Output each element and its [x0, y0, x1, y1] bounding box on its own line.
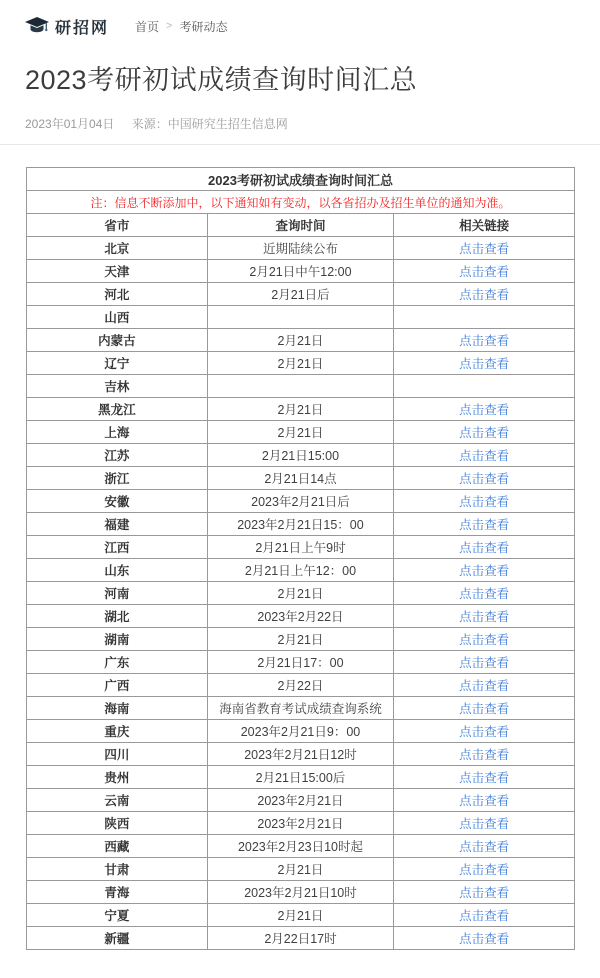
province-cell: 广西	[27, 674, 208, 697]
table-row	[27, 835, 575, 858]
link-cell	[394, 444, 575, 467]
table-row	[27, 283, 575, 306]
time-cell: 2023年2月21日12时	[207, 743, 393, 766]
column-header-link: 相关链接	[394, 214, 575, 237]
province-cell: 吉林	[27, 375, 208, 398]
view-link[interactable]: 点击查看	[459, 610, 510, 624]
time-cell: 2月21日	[207, 398, 393, 421]
time-cell: 2023年2月23日10时起	[207, 835, 393, 858]
view-link[interactable]: 点击查看	[459, 518, 510, 532]
table-row	[27, 674, 575, 697]
time-cell: 2023年2月21日	[207, 789, 393, 812]
link-cell	[394, 467, 575, 490]
province-cell: 新疆	[27, 927, 208, 950]
source-text	[132, 117, 288, 131]
link-cell	[394, 835, 575, 858]
time-cell: 2月21日	[207, 421, 393, 444]
province-cell: 贵州	[27, 766, 208, 789]
view-link[interactable]: 点击查看	[459, 242, 510, 256]
link-cell	[394, 743, 575, 766]
time-cell: 2023年2月22日	[207, 605, 393, 628]
link-cell	[394, 283, 575, 306]
time-cell: 2月21日	[207, 352, 393, 375]
view-link[interactable]: 点击查看	[459, 495, 510, 509]
province-cell: 黑龙江	[27, 398, 208, 421]
table-row	[27, 352, 575, 375]
link-cell	[394, 927, 575, 950]
table-row	[27, 398, 575, 421]
source-label: 来源：	[131, 117, 168, 131]
link-cell	[394, 237, 575, 260]
view-link[interactable]: 点击查看	[459, 725, 510, 739]
table-row	[27, 260, 575, 283]
table-row	[27, 421, 575, 444]
table-row	[27, 628, 575, 651]
table-row	[27, 789, 575, 812]
province-cell: 福建	[27, 513, 208, 536]
table-row	[27, 605, 575, 628]
link-cell	[394, 559, 575, 582]
view-link[interactable]: 点击查看	[459, 886, 510, 900]
link-cell	[394, 720, 575, 743]
time-cell: 2月21日17：00	[207, 651, 393, 674]
table-row	[27, 927, 575, 950]
link-cell	[394, 582, 575, 605]
link-cell	[394, 306, 575, 329]
view-link[interactable]: 点击查看	[459, 288, 510, 302]
time-cell: 2月21日上午12：00	[207, 559, 393, 582]
view-link[interactable]: 点击查看	[459, 679, 510, 693]
view-link[interactable]: 点击查看	[459, 541, 510, 555]
time-cell: 2023年2月21日后	[207, 490, 393, 513]
view-link[interactable]: 点击查看	[459, 564, 510, 578]
time-cell: 2023年2月21日	[207, 812, 393, 835]
time-cell: 2月21日	[207, 582, 393, 605]
province-cell: 天津	[27, 260, 208, 283]
province-cell: 山东	[27, 559, 208, 582]
link-cell	[394, 697, 575, 720]
province-cell: 湖南	[27, 628, 208, 651]
time-cell: 2月21日14点	[207, 467, 393, 490]
link-cell	[394, 628, 575, 651]
link-cell	[394, 674, 575, 697]
link-cell	[394, 490, 575, 513]
source-name: 中国研究生招生信息网	[167, 117, 288, 131]
table-row	[27, 651, 575, 674]
time-cell: 2月21日	[207, 628, 393, 651]
view-link[interactable]: 点击查看	[459, 656, 510, 670]
time-cell: 2月21日15:00后	[207, 766, 393, 789]
view-link[interactable]: 点击查看	[459, 932, 510, 946]
table-row	[27, 582, 575, 605]
province-cell: 陕西	[27, 812, 208, 835]
table-row	[27, 536, 575, 559]
table-row	[27, 881, 575, 904]
link-cell	[394, 329, 575, 352]
province-cell: 安徽	[27, 490, 208, 513]
view-link[interactable]: 点击查看	[459, 748, 510, 762]
link-cell	[394, 375, 575, 398]
time-cell: 2月21日15:00	[207, 444, 393, 467]
table-row	[27, 812, 575, 835]
province-cell: 江苏	[27, 444, 208, 467]
view-link[interactable]: 点击查看	[459, 863, 510, 877]
province-cell: 重庆	[27, 720, 208, 743]
time-cell	[207, 375, 393, 398]
link-cell	[394, 352, 575, 375]
province-cell: 宁夏	[27, 904, 208, 927]
province-cell: 北京	[27, 237, 208, 260]
view-link[interactable]: 点击查看	[459, 472, 510, 486]
time-cell: 2023年2月21日9：00	[207, 720, 393, 743]
view-link[interactable]: 点击查看	[459, 794, 510, 808]
province-cell: 四川	[27, 743, 208, 766]
time-cell: 2月21日	[207, 858, 393, 881]
table-row	[27, 306, 575, 329]
time-cell: 2023年2月21日10时	[207, 881, 393, 904]
table-row	[27, 743, 575, 766]
table-row	[27, 490, 575, 513]
article-meta	[25, 115, 575, 132]
link-cell	[394, 766, 575, 789]
table-caption: 2023考研初试成绩查询时间汇总	[27, 168, 575, 191]
table-row	[27, 375, 575, 398]
link-cell	[394, 421, 575, 444]
table-body	[27, 168, 575, 950]
time-cell: 2月21日中午12:00	[207, 260, 393, 283]
province-cell: 浙江	[27, 467, 208, 490]
view-link[interactable]: 点击查看	[459, 771, 510, 785]
table-row	[27, 858, 575, 881]
view-link[interactable]: 点击查看	[459, 633, 510, 647]
table-row	[27, 559, 575, 582]
province-cell: 云南	[27, 789, 208, 812]
breadcrumb-current: 考研动态	[179, 19, 228, 34]
table-note-row	[27, 191, 575, 214]
link-cell	[394, 789, 575, 812]
topbar	[0, 0, 600, 38]
table-row	[27, 697, 575, 720]
table-note: 注：信息不断添加中，以下通知如有变动，以各省招办及招生单位的通知为准。	[27, 191, 575, 214]
province-cell: 江西	[27, 536, 208, 559]
table-row	[27, 444, 575, 467]
table-row	[27, 329, 575, 352]
link-cell	[394, 398, 575, 421]
time-cell: 近期陆续公布	[207, 237, 393, 260]
link-cell	[394, 904, 575, 927]
table-caption-row	[27, 168, 575, 191]
link-cell	[394, 881, 575, 904]
time-cell: 2月22日17时	[207, 927, 393, 950]
view-link[interactable]: 点击查看	[459, 449, 510, 463]
time-cell: 2023年2月21日15：00	[207, 513, 393, 536]
table-row	[27, 720, 575, 743]
breadcrumb-separator: >	[166, 20, 173, 32]
link-cell	[394, 513, 575, 536]
province-cell: 上海	[27, 421, 208, 444]
view-link[interactable]: 点击查看	[459, 334, 510, 348]
province-cell: 河北	[27, 283, 208, 306]
page-title: 2023考研初试成绩查询时间汇总	[25, 65, 418, 95]
link-cell	[394, 260, 575, 283]
view-link[interactable]: 点击查看	[459, 587, 510, 601]
view-link[interactable]: 点击查看	[459, 357, 510, 371]
time-cell: 2月21日后	[207, 283, 393, 306]
link-cell	[394, 858, 575, 881]
time-cell	[207, 306, 393, 329]
view-link[interactable]: 点击查看	[459, 702, 510, 716]
province-cell: 内蒙古	[27, 329, 208, 352]
link-cell	[394, 536, 575, 559]
score-query-table	[26, 167, 575, 950]
time-cell: 海南省教育考试成绩查询系统	[207, 697, 393, 720]
column-header-province: 省市	[27, 214, 208, 237]
time-cell: 2月21日上午9时	[207, 536, 393, 559]
table-header-row	[27, 214, 575, 237]
breadcrumb	[135, 18, 227, 35]
view-link[interactable]: 点击查看	[459, 265, 510, 279]
table-container	[0, 145, 600, 950]
logo-text: 研招网	[55, 19, 110, 37]
site-logo[interactable]	[25, 15, 109, 38]
link-cell	[394, 605, 575, 628]
province-cell: 西藏	[27, 835, 208, 858]
link-cell	[394, 812, 575, 835]
province-cell: 山西	[27, 306, 208, 329]
table-row	[27, 766, 575, 789]
view-link[interactable]: 点击查看	[459, 403, 510, 417]
province-cell: 湖北	[27, 605, 208, 628]
graduation-cap-icon	[25, 17, 49, 35]
time-cell: 2月21日	[207, 904, 393, 927]
view-link[interactable]: 点击查看	[459, 817, 510, 831]
province-cell: 海南	[27, 697, 208, 720]
column-header-time: 查询时间	[207, 214, 393, 237]
publish-date: 2023年01月04日	[25, 117, 115, 131]
link-cell	[394, 651, 575, 674]
table-row	[27, 237, 575, 260]
view-link[interactable]: 点击查看	[459, 840, 510, 854]
time-cell: 2月21日	[207, 329, 393, 352]
province-cell: 青海	[27, 881, 208, 904]
time-cell: 2月22日	[207, 674, 393, 697]
province-cell: 甘肃	[27, 858, 208, 881]
table-row	[27, 467, 575, 490]
view-link[interactable]: 点击查看	[459, 426, 510, 440]
view-link[interactable]: 点击查看	[459, 909, 510, 923]
province-cell: 河南	[27, 582, 208, 605]
table-row	[27, 904, 575, 927]
breadcrumb-home-link[interactable]: 首页	[135, 19, 160, 34]
table-row	[27, 513, 575, 536]
province-cell: 辽宁	[27, 352, 208, 375]
province-cell: 广东	[27, 651, 208, 674]
